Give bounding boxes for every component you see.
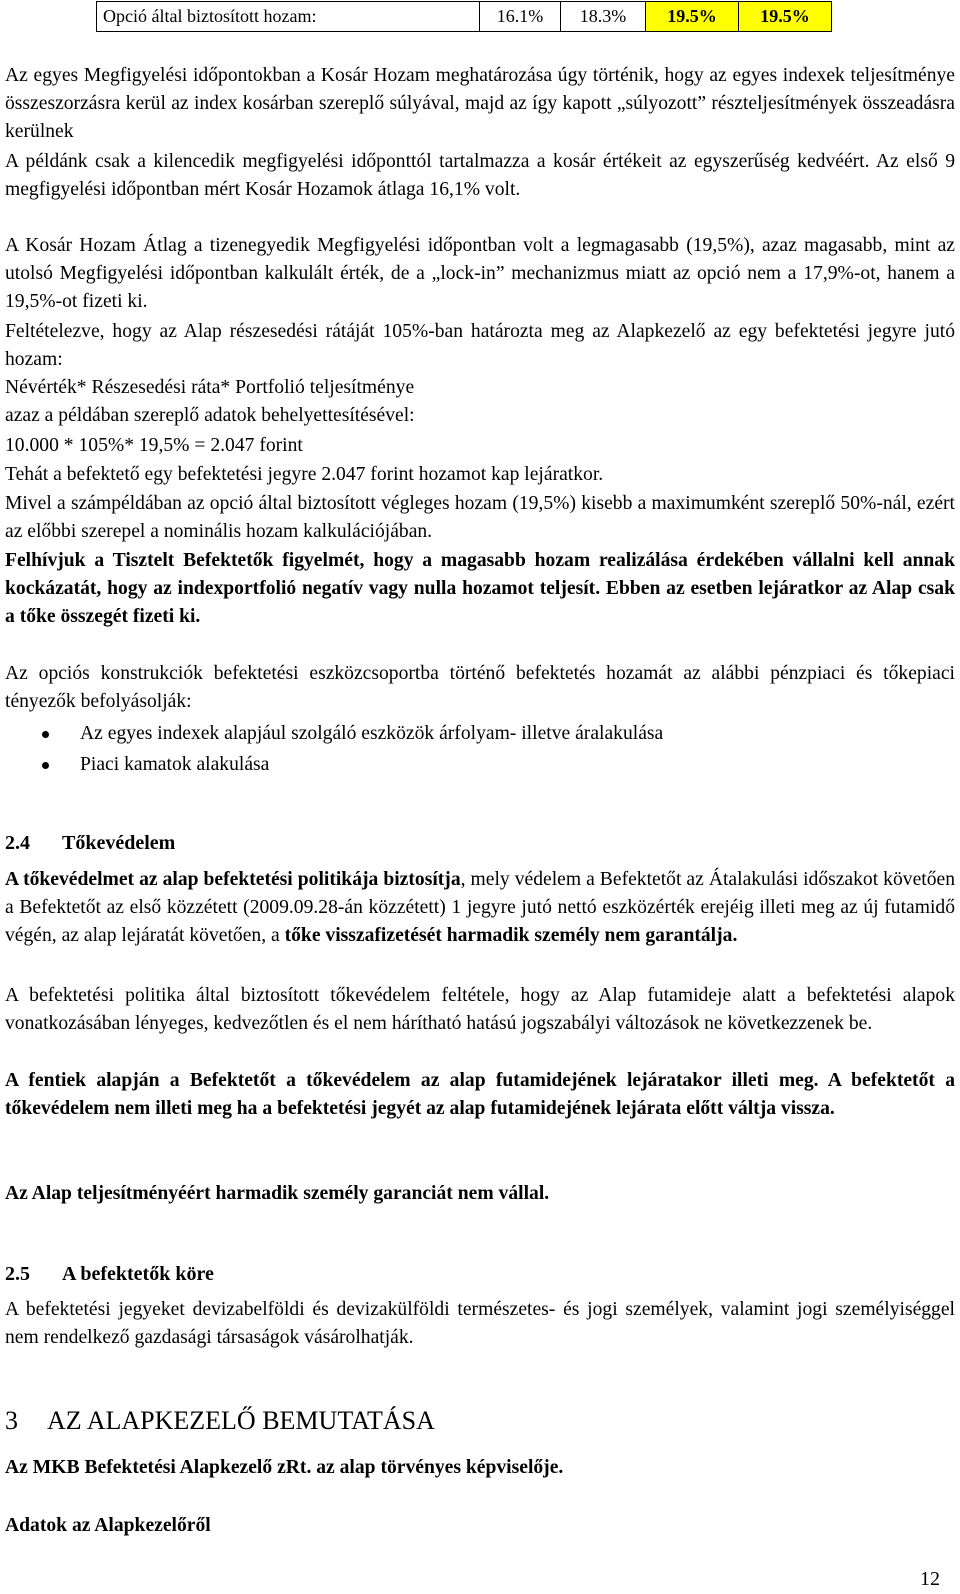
paragraph-no-guarantee: Az Alap teljesítményéért harmadik személy garanciát nem vállal. bbox=[5, 1183, 550, 1204]
paragraph-basket-calculation: Az egyes Megfigyelési időpontokban a Kosár Hozam meghatározása úgy történik, hogy az egyes indexek teljesítménye összeszorzásra kerül az index kosárban szereplő súlyával, majd az így kapott „súlyozott” részteljesítmények összeadásra kerülnek bbox=[5, 65, 955, 142]
table-row bbox=[97, 2, 832, 32]
formula-result: 10.000 * 105%* 19,5% = 2.047 forint bbox=[5, 435, 303, 456]
page-number: 12 bbox=[920, 1568, 940, 1590]
table-value-cell-highlighted: 19.5% bbox=[739, 2, 832, 32]
table-value-cell: 18.3% bbox=[561, 2, 646, 32]
paragraph-lock-in: A Kosár Hozam Átlag a tizenegyedik Megfigyelési időpontban volt a legmagasabb (19,5%), azaz magasabb, mint az utolsó Megfigyelési időpontban kalkulált érték, de a „lock-in” mechanizmus miatt az opció nem a 17,9%-ot, hanem a 19,5%-ot fizeti ki. bbox=[5, 235, 955, 312]
list-item-text: Az egyes indexek alapjául szolgáló eszközök árfolyam- illetve áralakulása bbox=[80, 723, 664, 744]
paragraph-protection-condition: A befektetési politika által biztosított tőkevédelem feltétele, hogy az Alap futamideje alatt a befektetési alapok vonatkozásában lényeges, kedvezőtlen és el nem hárítható hatású jogszabályi változások ne következzenek be. bbox=[5, 985, 955, 1034]
table-value-cell-highlighted: 19.5% bbox=[646, 2, 739, 32]
option-yield-table bbox=[96, 1, 832, 32]
section-number: 2.5 bbox=[5, 1263, 30, 1285]
paragraph-example-note: A példánk csak a kilencedik megfigyelési időponttól tartalmazza a kosár értékeit az egyszerűség kedvéért. Az első 9 megfigyelési időpontban mért Kosár Hozamok átlaga 16,1% volt. bbox=[5, 151, 955, 200]
table-value-cell: 16.1% bbox=[480, 2, 561, 32]
paragraph-fund-manager: Az MKB Befektetési Alapkezelő zRt. az alap törvényes képviselője. bbox=[5, 1457, 564, 1478]
section-number: 2.4 bbox=[5, 832, 30, 854]
bullet-icon bbox=[42, 762, 49, 769]
paragraph-factors: Az opciós konstrukciók befektetési eszközcsoportba történő befektetés hozamát az alábbi pénzpiaci és tőkepiaci tényezők befolyásolják: bbox=[5, 663, 955, 712]
factors-list bbox=[5, 720, 663, 782]
list-item bbox=[5, 720, 663, 748]
warning-paragraph: Felhívjuk a Tisztelt Befektetők figyelmét, hogy a magasabb hozam realizálása érdekében vállalni kell annak kockázatát, hogy az indexportfolió negatív vagy nulla hozamot teljesít. Ebben az esetben lejáratkor az Alap csak a tőke összegét fizeti ki. bbox=[5, 550, 955, 627]
chapter-number: 3 bbox=[5, 1406, 18, 1435]
paragraph-participation-rate: Feltételezve, hogy az Alap részesedési rátáját 105%-ban határozta meg az Alapkezelő az egy befektetési jegyre jutó hozam: bbox=[5, 321, 955, 370]
section-title: Tőkevédelem bbox=[62, 832, 176, 854]
section-heading-2-5 bbox=[5, 1263, 214, 1286]
paragraph-investors: A befektetési jegyeket devizabelföldi és devizakülföldi természetes- és jogi személyek, valamint jogi személyiséggel nem rendelkező gazdasági társaságok vásárolhatják. bbox=[5, 1299, 955, 1348]
table-label-cell: Opció által biztosított hozam: bbox=[97, 2, 480, 32]
paragraph-protection-maturity: A fentiek alapján a Befektetőt a tőkevédelem az alap futamidejének lejáratakor illeti meg. A befektetőt a tőkevédelem nem illeti meg ha a befektetési jegyét az alap futamidejének lejárata előtt váltja vissza. bbox=[5, 1070, 955, 1119]
chapter-title: AZ ALAPKEZELŐ BEMUTATÁSA bbox=[47, 1406, 435, 1435]
formula-text: Névérték* Részesedési ráta* Portfolió teljesítménye bbox=[5, 377, 415, 398]
section-title: A befektetők köre bbox=[62, 1263, 214, 1285]
bold-text: tőke visszafizetését harmadik személy nem garantálja. bbox=[284, 925, 738, 946]
chapter-heading-3 bbox=[5, 1406, 435, 1436]
paragraph-substitution: azaz a példában szereplő adatok behelyettesítésével: bbox=[5, 405, 415, 426]
subheading-manager-data: Adatok az Alapkezelőről bbox=[5, 1515, 211, 1536]
list-item bbox=[5, 751, 663, 779]
paragraph-payout: Tehát a befektető egy befektetési jegyre 2.047 forint hozamot kap lejáratkor. bbox=[5, 464, 604, 485]
bold-text: A tőkevédelmet az alap befektetési politikája biztosítja bbox=[5, 869, 461, 890]
section-heading-2-4 bbox=[5, 832, 175, 855]
paragraph-max-yield: Mivel a számpéldában az opció által biztosított végleges hozam (19,5%) kisebb a maximumként szereplő 50%-nál, ezért az előbbi szerepel a nominális hozam kalkulációjában. bbox=[5, 493, 955, 542]
bullet-icon bbox=[42, 731, 49, 738]
body-text: , mely védelem a Befektetőt az Átalakulási időszakot követően a Befektetőt az első közzétett (2009.09.28-án közzétett) 1 jegyre jutó nettó eszközérték erejéig illeti meg az új futamidő végén, az alap lejáratát követően, a bbox=[5, 869, 955, 946]
paragraph-capital-protection bbox=[5, 866, 955, 950]
list-item-text: Piaci kamatok alakulása bbox=[80, 754, 270, 775]
